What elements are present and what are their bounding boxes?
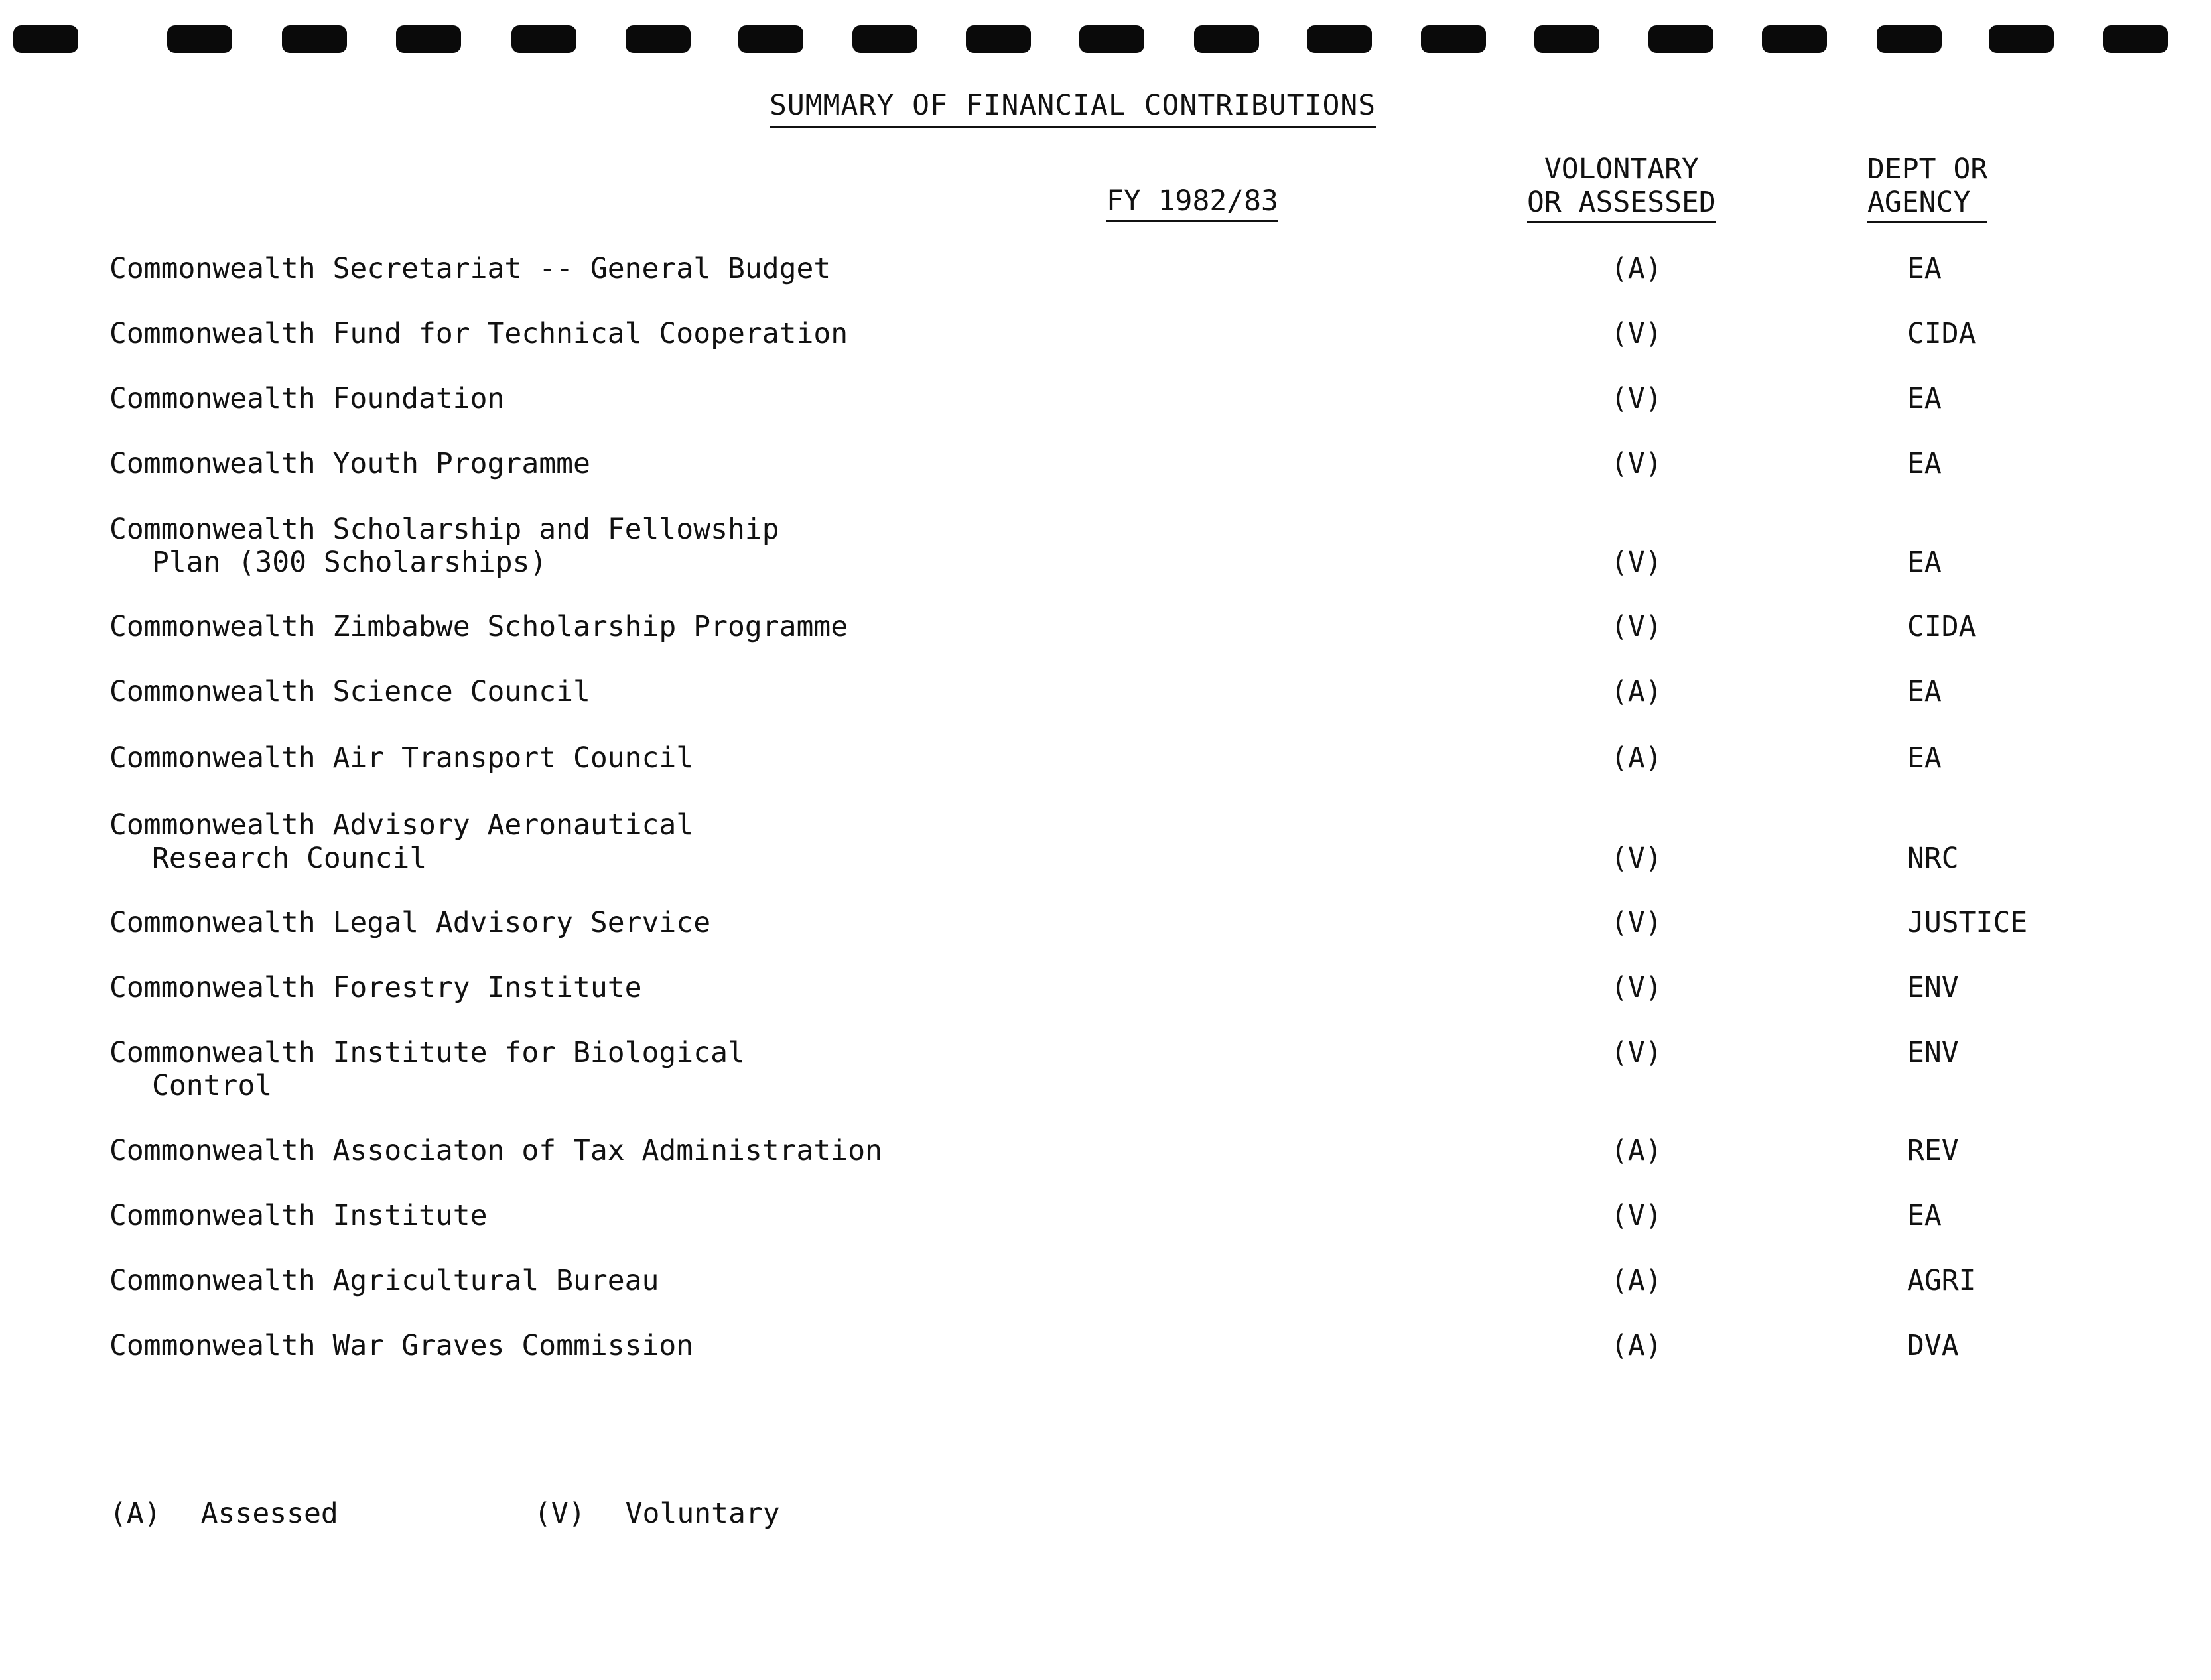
row-contribution-type: (V) [1611, 610, 1662, 643]
legend-voluntary-label: Voluntary [625, 1497, 780, 1530]
organization-name-line: Commonwealth Fund for Technical Cooperation [109, 317, 848, 350]
header-voluntary-line1: VOLONTARY [1544, 153, 1699, 186]
organization-name-line: Plan (300 Scholarships) [152, 546, 547, 579]
organization-name-line: Commonwealth Forestry Institute [109, 971, 642, 1004]
punch-hole [1648, 25, 1713, 53]
row-organization [109, 971, 642, 1004]
row-agency: JUSTICE [1907, 906, 2028, 939]
punch-hole [1877, 25, 1942, 53]
row-organization [109, 317, 848, 350]
punch-hole [2103, 25, 2168, 53]
row-organization [109, 1329, 693, 1362]
row-agency: EA [1907, 382, 1942, 415]
header-voluntary-line2: OR ASSESSED [1527, 186, 1716, 223]
row-organization [109, 906, 710, 939]
punch-hole [626, 25, 691, 53]
row-contribution-type: (V) [1611, 906, 1662, 939]
punch-hole [1762, 25, 1827, 53]
row-agency: DVA [1907, 1329, 1959, 1362]
organization-name-line: Commonwealth Scholarship and Fellowship [109, 513, 779, 546]
legend-voluntary [534, 1497, 780, 1530]
row-agency: EA [1907, 546, 1942, 579]
punch-hole [1534, 25, 1599, 53]
legend-voluntary-code: (V) [534, 1497, 586, 1530]
organization-name-line: Commonwealth Institute for Biological [109, 1036, 745, 1069]
binding-holes-strip [0, 0, 2211, 73]
row-agency: EA [1907, 252, 1942, 285]
organization-name-line: Commonwealth Zimbabwe Scholarship Programme [109, 610, 848, 643]
row-agency: CIDA [1907, 317, 1976, 350]
row-agency: REV [1907, 1134, 1959, 1167]
punch-hole [1194, 25, 1259, 53]
header-dept-line2: AGENCY [1867, 186, 1987, 223]
organization-name-line: Commonwealth Youth Programme [109, 447, 590, 480]
row-organization [109, 252, 831, 285]
row-agency: ENV [1907, 1036, 1959, 1069]
row-contribution-type: (V) [1611, 1036, 1662, 1069]
organization-name-line: Commonwealth Legal Advisory Service [109, 906, 711, 939]
row-organization [109, 808, 693, 875]
punch-hole [511, 25, 576, 53]
header-fiscal-year [1106, 184, 1278, 222]
punch-hole [1989, 25, 2054, 53]
punch-hole [13, 25, 78, 53]
row-organization [109, 610, 848, 643]
row-contribution-type: (V) [1611, 842, 1662, 875]
row-contribution-type: (A) [1611, 252, 1662, 285]
document-title: SUMMARY OF FINANCIAL CONTRIBUTIONS [770, 86, 1376, 128]
row-agency: AGRI [1907, 1264, 1976, 1297]
row-contribution-type: (V) [1611, 317, 1662, 350]
row-organization [109, 1036, 745, 1102]
row-organization [109, 675, 590, 708]
organization-name-line: Commonwealth War Graves Commission [109, 1329, 694, 1362]
organization-name-line: Commonwealth Associaton of Tax Administration [109, 1134, 882, 1167]
legend-assessed-code: (A) [109, 1497, 161, 1530]
row-contribution-type: (A) [1611, 1264, 1662, 1297]
legend-assessed-label: Assessed [200, 1497, 338, 1530]
punch-hole [167, 25, 232, 53]
header-voluntary-or-assessed [1527, 153, 1716, 223]
row-contribution-type: (A) [1611, 1329, 1662, 1362]
punch-hole [852, 25, 917, 53]
organization-name-line: Research Council [152, 842, 427, 875]
organization-name-line: Commonwealth Air Transport Council [109, 742, 694, 775]
punch-hole [1079, 25, 1144, 53]
organization-name-line: Commonwealth Institute [109, 1199, 488, 1232]
punch-hole [738, 25, 803, 53]
organization-name-line: Commonwealth Advisory Aeronautical [109, 808, 694, 842]
organization-name-line: Control [152, 1069, 273, 1102]
row-agency: EA [1907, 1199, 1942, 1232]
row-organization [109, 513, 779, 579]
row-agency: EA [1907, 447, 1942, 480]
row-contribution-type: (V) [1611, 447, 1662, 480]
organization-name-line: Commonwealth Foundation [109, 382, 505, 415]
row-contribution-type: (V) [1611, 546, 1662, 579]
header-dept-or-agency [1867, 153, 1987, 223]
header-fy-label: FY 1982/83 [1106, 184, 1278, 222]
punch-hole [1307, 25, 1372, 53]
punch-hole [396, 25, 461, 53]
row-contribution-type: (A) [1611, 1134, 1662, 1167]
row-agency: CIDA [1907, 610, 1976, 643]
row-organization [109, 1134, 882, 1167]
row-agency: ENV [1907, 971, 1959, 1004]
organization-name-line: Commonwealth Secretariat -- General Budget [109, 252, 831, 285]
organization-name-line: Commonwealth Science Council [109, 675, 590, 708]
row-organization [109, 742, 693, 775]
row-organization [109, 1264, 659, 1297]
punch-hole [966, 25, 1031, 53]
punch-hole [282, 25, 347, 53]
header-dept-line1: DEPT OR [1867, 153, 1988, 186]
row-contribution-type: (V) [1611, 382, 1662, 415]
row-agency: NRC [1907, 842, 1959, 875]
row-contribution-type: (V) [1611, 971, 1662, 1004]
row-contribution-type: (V) [1611, 1199, 1662, 1232]
punch-hole [1421, 25, 1486, 53]
organization-name-line: Commonwealth Agricultural Bureau [109, 1264, 659, 1297]
row-organization [109, 447, 590, 480]
row-organization [109, 382, 504, 415]
row-contribution-type: (A) [1611, 675, 1662, 708]
legend-assessed [109, 1497, 338, 1530]
row-agency: EA [1907, 742, 1942, 775]
row-contribution-type: (A) [1611, 742, 1662, 775]
row-agency: EA [1907, 675, 1942, 708]
row-organization [109, 1199, 488, 1232]
